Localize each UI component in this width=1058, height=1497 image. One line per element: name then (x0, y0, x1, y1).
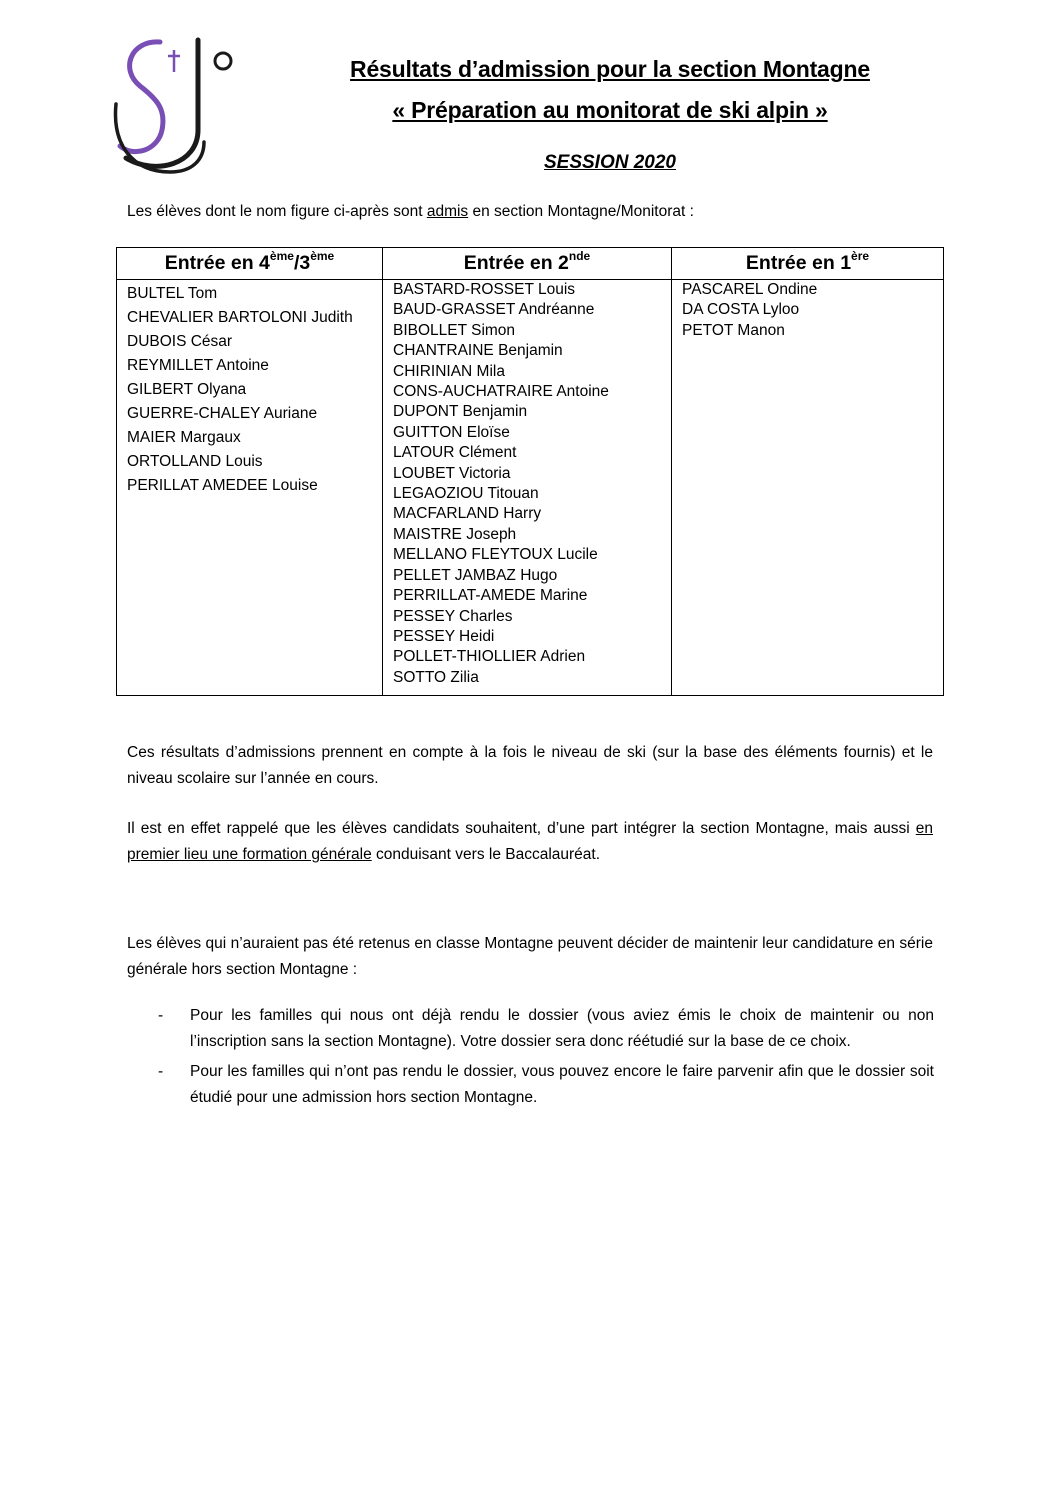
student-name: PESSEY Charles (393, 607, 513, 625)
intro-text: Les élèves dont le nom figure ci-après sont admis en section Montagne/Monitorat : (127, 203, 694, 220)
header-2nde: Entrée en 2nde (383, 248, 672, 280)
paragraph-criteria: Ces résultats d’admissions prennent en compte à la fois le niveau de ski (sur la base des éléments fournis) et le niveau scolaire sur l’année en cours. (127, 744, 933, 787)
page-subtitle: « Préparation au monitorat de ski alpin » (392, 97, 828, 123)
student-name: CHIRINIAN Mila (393, 362, 505, 380)
admission-results-table (116, 247, 944, 696)
header-1ere: Entrée en 1ère (672, 248, 944, 280)
student-name: DA COSTA Lyloo (682, 301, 800, 319)
student-name: POLLET-THIOLLIER Adrien (393, 648, 586, 666)
student-name: BAUD-GRASSET Andréanne (393, 301, 595, 319)
student-name: MAISTRE Joseph (393, 525, 517, 543)
student-name: SOTTO Zilia (393, 668, 479, 686)
student-name: PELLET JAMBAZ Hugo (393, 566, 558, 584)
bullet-list (158, 1003, 934, 1115)
student-name: CONS-AUCHATRAIRE Antoine (393, 383, 609, 401)
student-name: LEGAOZIOU Titouan (393, 485, 539, 503)
student-name: BULTEL Tom (127, 285, 218, 302)
student-name: PERILLAT AMEDEE Louise (127, 477, 318, 494)
student-name: PASCAREL Ondine (682, 281, 818, 298)
paragraph-reminder: Il est en effet rappelé que les élèves candidats souhaitent, d’une part intégrer la section Montagne, mais aussi en premier lieu une formation générale conduisant vers le Baccalauréat. (127, 820, 933, 863)
student-name: LOUBET Victoria (393, 464, 511, 482)
column-2nde (383, 280, 672, 696)
student-name: MELLANO FLEYTOUX Lucile (393, 546, 598, 564)
page-title: Résultats d’admission pour la section Montagne (350, 56, 870, 82)
student-name: PERRILLAT-AMEDE Marine (393, 587, 588, 605)
student-name: BIBOLLET Simon (393, 321, 516, 339)
school-logo-icon (112, 34, 237, 174)
header-4eme-3eme: Entrée en 4ème/3ème (117, 248, 383, 280)
student-name: CHANTRAINE Benjamin (393, 342, 563, 360)
student-name: GUERRE-CHALEY Auriane (127, 405, 318, 422)
paragraph-non-retained: Les élèves qui n’auraient pas été retenus en classe Montagne peuvent décider de maintenir leur candidature en série générale hors section Montagne : (127, 935, 933, 978)
admis-underlined: admis (426, 203, 469, 220)
session-label: SESSION 2020 (543, 152, 677, 173)
student-name: REYMILLET Antoine (127, 357, 269, 374)
student-name: DUPONT Benjamin (393, 403, 528, 421)
student-name: MAIER Margaux (127, 429, 241, 446)
list-item: - Pour les familles qui n’ont pas rendu le dossier, vous pouvez encore le faire parvenir afin que le dossier soit étudié pour une admission hors section Montagne. (158, 1063, 934, 1106)
student-name: ORTOLLAND Louis (127, 453, 263, 470)
student-name: PETOT Manon (682, 321, 785, 339)
student-name: PESSEY Heidi (393, 627, 495, 645)
column-1ere (672, 280, 944, 696)
student-name: GILBERT Olyana (127, 381, 247, 398)
student-name: MACFARLAND Harry (393, 505, 542, 523)
student-name: LATOUR Clément (393, 444, 517, 462)
student-name: CHEVALIER BARTOLONI Judith (127, 309, 353, 326)
student-name: GUITTON Eloïse (393, 423, 510, 441)
student-name: BASTARD-ROSSET Louis (393, 281, 576, 298)
column-4eme-3eme (117, 280, 383, 696)
list-item: - Pour les familles qui nous ont déjà rendu le dossier (vous aviez émis le choix de maintenir ou non l’inscription sans la section Montagne). Votre dossier sera donc réétudié sur la base de ce choix. (158, 1007, 934, 1050)
student-name: DUBOIS César (127, 333, 233, 350)
